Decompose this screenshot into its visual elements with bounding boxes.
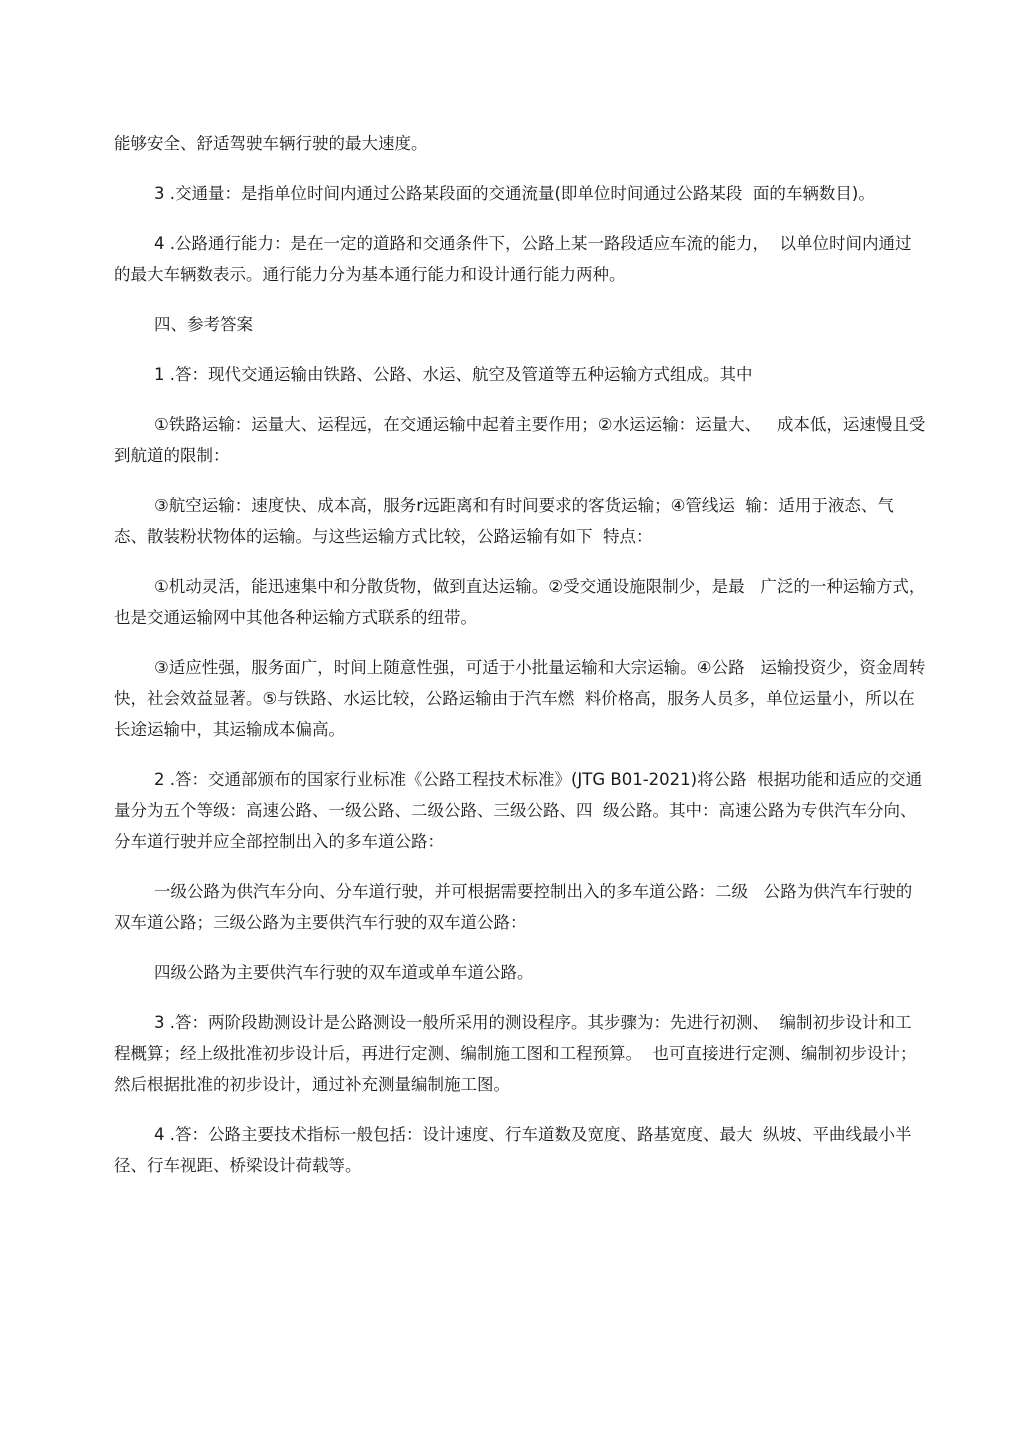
section-heading-reference-answers: 四、参考答案 (154, 315, 253, 334)
paragraph-answer-1-rail-water: ①铁路运输：运量大、运程远，在交通运输中起着主要作用；②水运运输：运量大、 成本低，运速慢且受到航道的限制： (114, 415, 926, 465)
paragraph-answer-1-features-b: ③适应性强，服务面广，时间上随意性强，可适于小批量运输和大宗运输。④公路 运输投资少，资金周转快，社会效益显著。⑤与铁路、水运比较，公路运输由于汽车燃 料价格高，服务人员多，单位运量小，所以在长途运输中，其运输成本偏高。 (114, 658, 926, 739)
paragraph-answer-2-first-class: 一级公路为供汽车分向、分车道行驶，并可根据需要控制出入的多车道公路：二级 公路为供汽车行驶的双车道公路；三级公路为主要供汽车行驶的双车道公路： (114, 882, 913, 932)
paragraph-speed-definition-end: 能够安全、舒适驾驶车辆行驶的最大速度。 (114, 134, 428, 153)
paragraph-answer-1-features-a: ①机动灵活，能迅速集中和分散货物，做到直达运输。②受交通设施限制少，是最 广泛的一种运输方式，也是交通运输网中其他各种运输方式联系的纽带。 (114, 577, 926, 627)
paragraph-answer-3-survey-design: 3 .答：两阶段勘测设计是公路测设一般所采用的测设程序。其步骤为：先进行初测、 编制初步设计和工程概算；经上级批准初步设计后，再进行定测、编制施工图和工程预算。 也可直接进行定测、编制初步设计；然后根据批准的初步设计，通过补充测量编制施工图。 (114, 1013, 917, 1094)
paragraph-answer-2-grades: 2 .答：交通部颁布的国家行业标准《公路工程技术标准》(JTG B01-2021)将公路 根据功能和适应的交通量分为五个等级：高速公路、一级公路、二级公路、三级公路、四 级公路。其中：高速公路为专供汽车分向、分车道行驶并应全部控制出入的多车道公路： (114, 770, 923, 851)
paragraph-road-capacity: 4 .公路通行能力：是在一定的道路和交通条件下，公路上某一路段适应车流的能力， 以单位时间内通过的最大车辆数表示。通行能力分为基本通行能力和设计通行能力两种。 (114, 234, 912, 284)
paragraph-answer-1-air-pipeline: ③航空运输：速度快、成本高，服务r远距离和有时间要求的客货运输；④管线运 输：适用于液态、气态、散装粉状物体的运输。与这些运输方式比较，公路运输有如下 特点： (114, 496, 894, 546)
paragraph-traffic-volume: 3 .交通量：是指单位时间内通过公路某段面的交通流量(即单位时间通过公路某段 面的车辆数目)。 (154, 184, 875, 203)
paragraph-answer-4-technical-indicators: 4 .答：公路主要技术指标一般包括：设计速度、行车道数及宽度、路基宽度、最大 纵坡、平曲线最小半径、行车视距、桥梁设计荷载等。 (114, 1125, 912, 1175)
paragraph-answer-2-fourth-class: 四级公路为主要供汽车行驶的双车道或单车道公路。 (154, 963, 534, 982)
paragraph-answer-1-intro: 1 .答：现代交通运输由铁路、公路、水运、航空及管道等五种运输方式组成。其中 (154, 365, 753, 384)
document-body (114, 128, 926, 1200)
